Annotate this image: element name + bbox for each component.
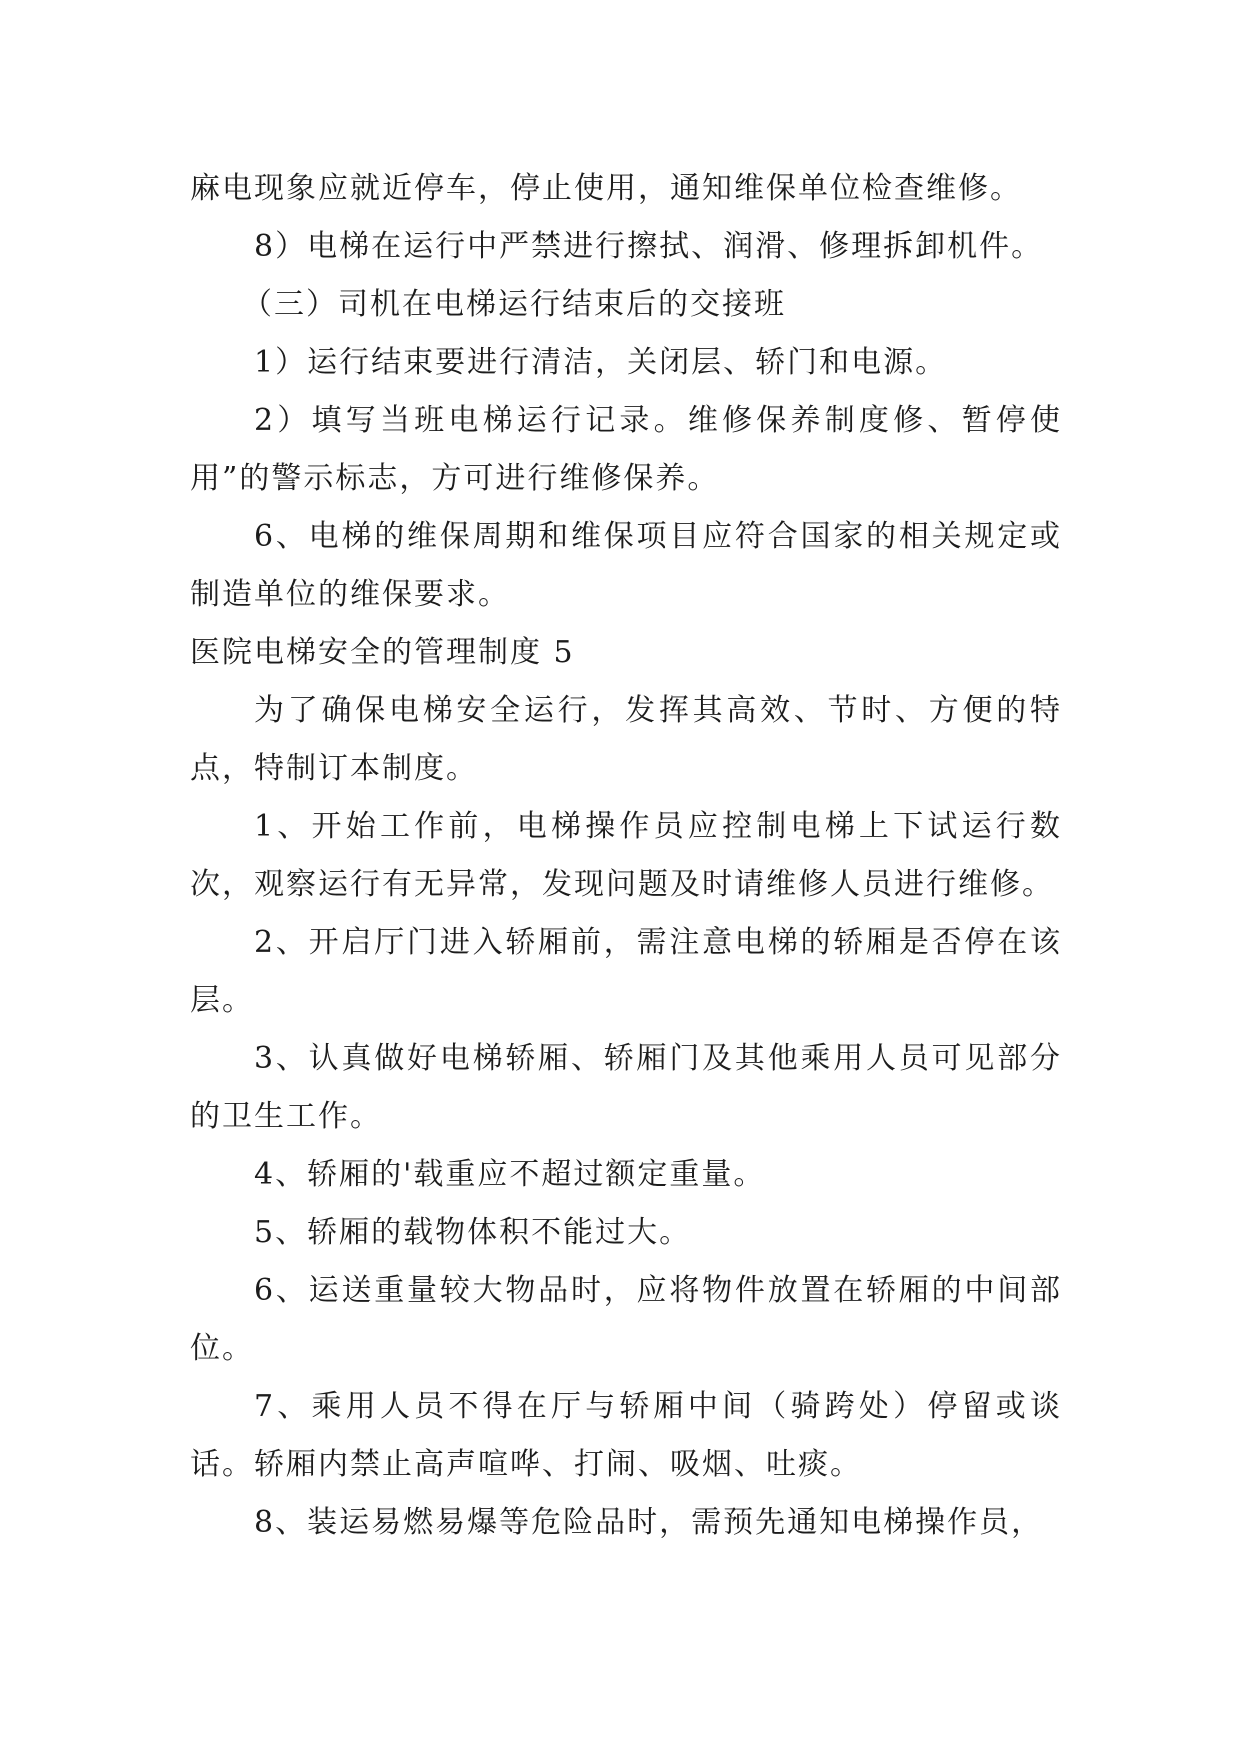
paragraph-7: 1、开始工作前，电梯操作员应控制电梯上下试运行数次，观察运行有无异常，发现问题及时请维修人员进行维修。 bbox=[190, 809, 1062, 902]
paragraph-4: 2）填写当班电梯运行记录。维修保养制度修、暂停使用”的警示标志，方可进行维修保养。 bbox=[190, 403, 1062, 496]
paragraph-14: 8、装运易燃易爆等危险品时，需预先通知电梯操作员， bbox=[254, 1505, 1044, 1540]
paragraph-12: 6、运送重量较大物品时，应将物件放置在轿厢的中间部位。 bbox=[190, 1273, 1062, 1366]
paragraph-11: 5、轿厢的载物体积不能过大。 bbox=[254, 1215, 692, 1250]
paragraph-9: 3、认真做好电梯轿厢、轿厢门及其他乘用人员可见部分的卫生工作。 bbox=[190, 1041, 1062, 1134]
document-body bbox=[190, 160, 1062, 1552]
paragraph-10: 4、轿厢的'载重应不超过额定重量。 bbox=[254, 1157, 766, 1192]
section-title: 医院电梯安全的管理制度 5 bbox=[190, 635, 575, 670]
paragraph-13: 7、乘用人员不得在厅与轿厢中间（骑跨处）停留或谈话。轿厢内禁止高声喧哗、打闹、吸烟、吐痰。 bbox=[190, 1389, 1062, 1482]
paragraph-2: 8）电梯在运行中严禁进行擦拭、润滑、修理拆卸机件。 bbox=[254, 229, 1044, 264]
paragraph-3: 1）运行结束要进行清洁，关闭层、轿门和电源。 bbox=[254, 345, 948, 380]
paragraph-8: 2、开启厅门进入轿厢前，需注意电梯的轿厢是否停在该层。 bbox=[190, 925, 1062, 1018]
paragraph-6: 为了确保电梯安全运行，发挥其高效、节时、方便的特点，特制订本制度。 bbox=[190, 693, 1062, 786]
section-subheading: （三）司机在电梯运行结束后的交接班 bbox=[242, 287, 786, 322]
paragraph-5: 6、电梯的维保周期和维保项目应符合国家的相关规定或制造单位的维保要求。 bbox=[190, 519, 1062, 612]
paragraph-1: 麻电现象应就近停车，停止使用，通知维保单位检查维修。 bbox=[190, 171, 1022, 206]
